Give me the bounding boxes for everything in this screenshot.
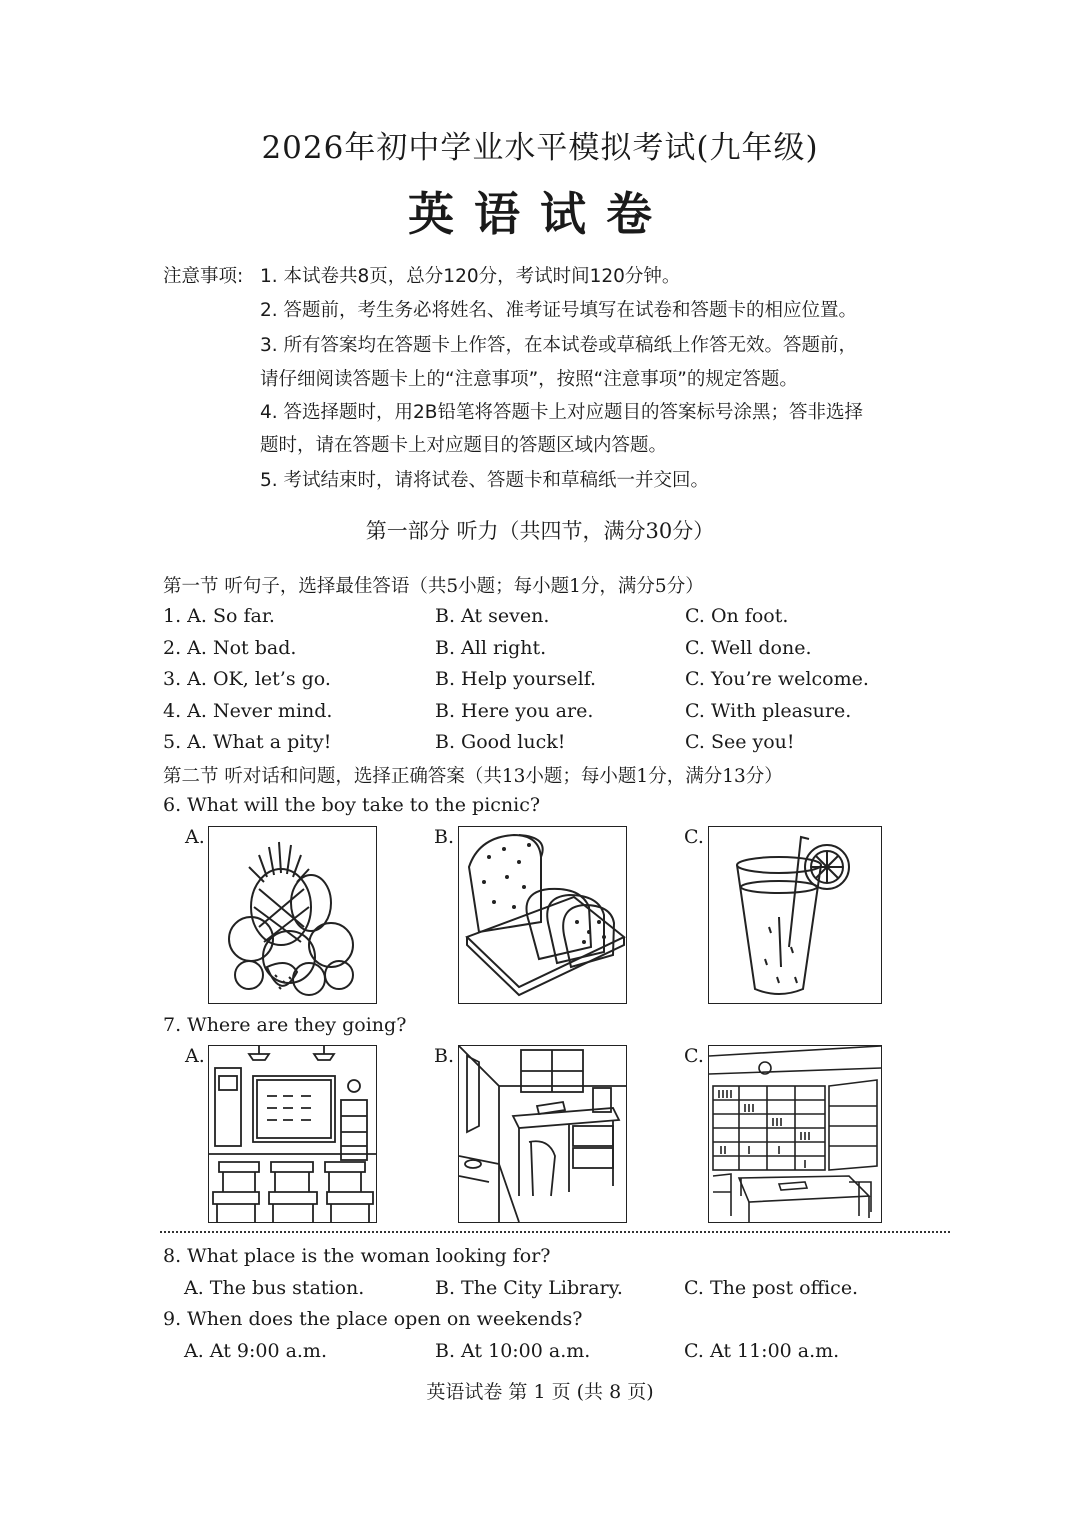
option-c: C. The post office. (684, 1277, 859, 1299)
question-9-text: 9. When does the place open on weekends? (163, 1308, 583, 1330)
exam-title: 2026年初中学业水平模拟考试(九年级) (261, 130, 819, 166)
question-row (163, 700, 963, 730)
fruit-basket-image (208, 826, 377, 1004)
page-footer: 英语试卷 第 1 页 (共 8 页) (426, 1381, 654, 1403)
question-8-text: 8. What place is the woman looking for? (163, 1245, 551, 1267)
option-b: B. At 10:00 a.m. (435, 1340, 591, 1362)
q7-label-b: B. (434, 1045, 455, 1067)
option-a: 4. A. Never mind. (163, 700, 333, 722)
dotted-cut-line (160, 1231, 950, 1233)
option-c: C. You’re welcome. (685, 668, 869, 690)
question-row (184, 1277, 984, 1307)
option-a: 1. A. So far. (163, 605, 275, 627)
section1-heading: 第一节 听句子，选择最佳答语（共5小题；每小题1分，满分5分） (163, 576, 704, 597)
note-line: 题时，请在答题卡上对应题目的答题区域内答题。 (260, 435, 668, 456)
option-b: B. At seven. (435, 605, 550, 627)
option-c: C. Well done. (685, 637, 812, 659)
q7-label-c: C. (684, 1045, 704, 1067)
note-line: 4. 答选择题时，用2B铅笔将答题卡上对应题目的答案标号涂黑；答非选择 (260, 402, 863, 423)
question-row (163, 668, 963, 698)
section2-heading: 第二节 听对话和问题，选择正确答案（共13小题；每小题1分，满分13分） (163, 766, 783, 787)
sliced-bread-image (458, 826, 627, 1004)
option-a: 3. A. OK, let’s go. (163, 668, 331, 690)
option-b: B. All right. (435, 637, 547, 659)
option-a: A. The bus station. (184, 1277, 365, 1299)
option-c: C. On foot. (685, 605, 789, 627)
classroom-image (208, 1045, 377, 1223)
option-a: A. At 9:00 a.m. (184, 1340, 327, 1362)
note-line: 5. 考试结束时，请将试卷、答题卡和草稿纸一并交回。 (260, 470, 710, 491)
question-row (184, 1340, 984, 1370)
option-b: B. Good luck! (435, 731, 566, 753)
subject-title: 英语试卷 (408, 187, 672, 241)
option-c: C. With pleasure. (685, 700, 852, 722)
q6-label-b: B. (434, 826, 455, 848)
note-line: 3. 所有答案均在答题卡上作答，在本试卷或草稿纸上作答无效。答题前， (260, 335, 858, 356)
question-row (163, 637, 963, 667)
option-c: C. See you! (685, 731, 795, 753)
option-b: B. The City Library. (435, 1277, 623, 1299)
option-c: C. At 11:00 a.m. (684, 1340, 840, 1362)
juice-glass-image (708, 826, 882, 1004)
library-image (708, 1045, 882, 1223)
notes-label: 注意事项: (163, 266, 244, 287)
note-line: 请仔细阅读答题卡上的“注意事项”，按照“注意事项”的规定答题。 (260, 369, 798, 390)
part-one-title: 第一部分 听力（共四节，满分30分） (365, 519, 715, 543)
q6-label-c: C. (684, 826, 704, 848)
note-line: 1. 本试卷共8页，总分120分，考试时间120分钟。 (260, 266, 681, 287)
q6-label-a: A. (185, 826, 205, 848)
question-6-text: 6. What will the boy take to the picnic? (163, 794, 541, 816)
question-row (163, 731, 963, 761)
study-room-image (458, 1045, 627, 1223)
option-a: 2. A. Not bad. (163, 637, 297, 659)
option-a: 5. A. What a pity! (163, 731, 332, 753)
question-row (163, 605, 963, 635)
note-line: 2. 答题前，考生务必将姓名、准考证号填写在试卷和答题卡的相应位置。 (260, 300, 858, 321)
option-b: B. Here you are. (435, 700, 594, 722)
q7-label-a: A. (185, 1045, 205, 1067)
option-b: B. Help yourself. (435, 668, 597, 690)
question-7-text: 7. Where are they going? (163, 1014, 407, 1036)
